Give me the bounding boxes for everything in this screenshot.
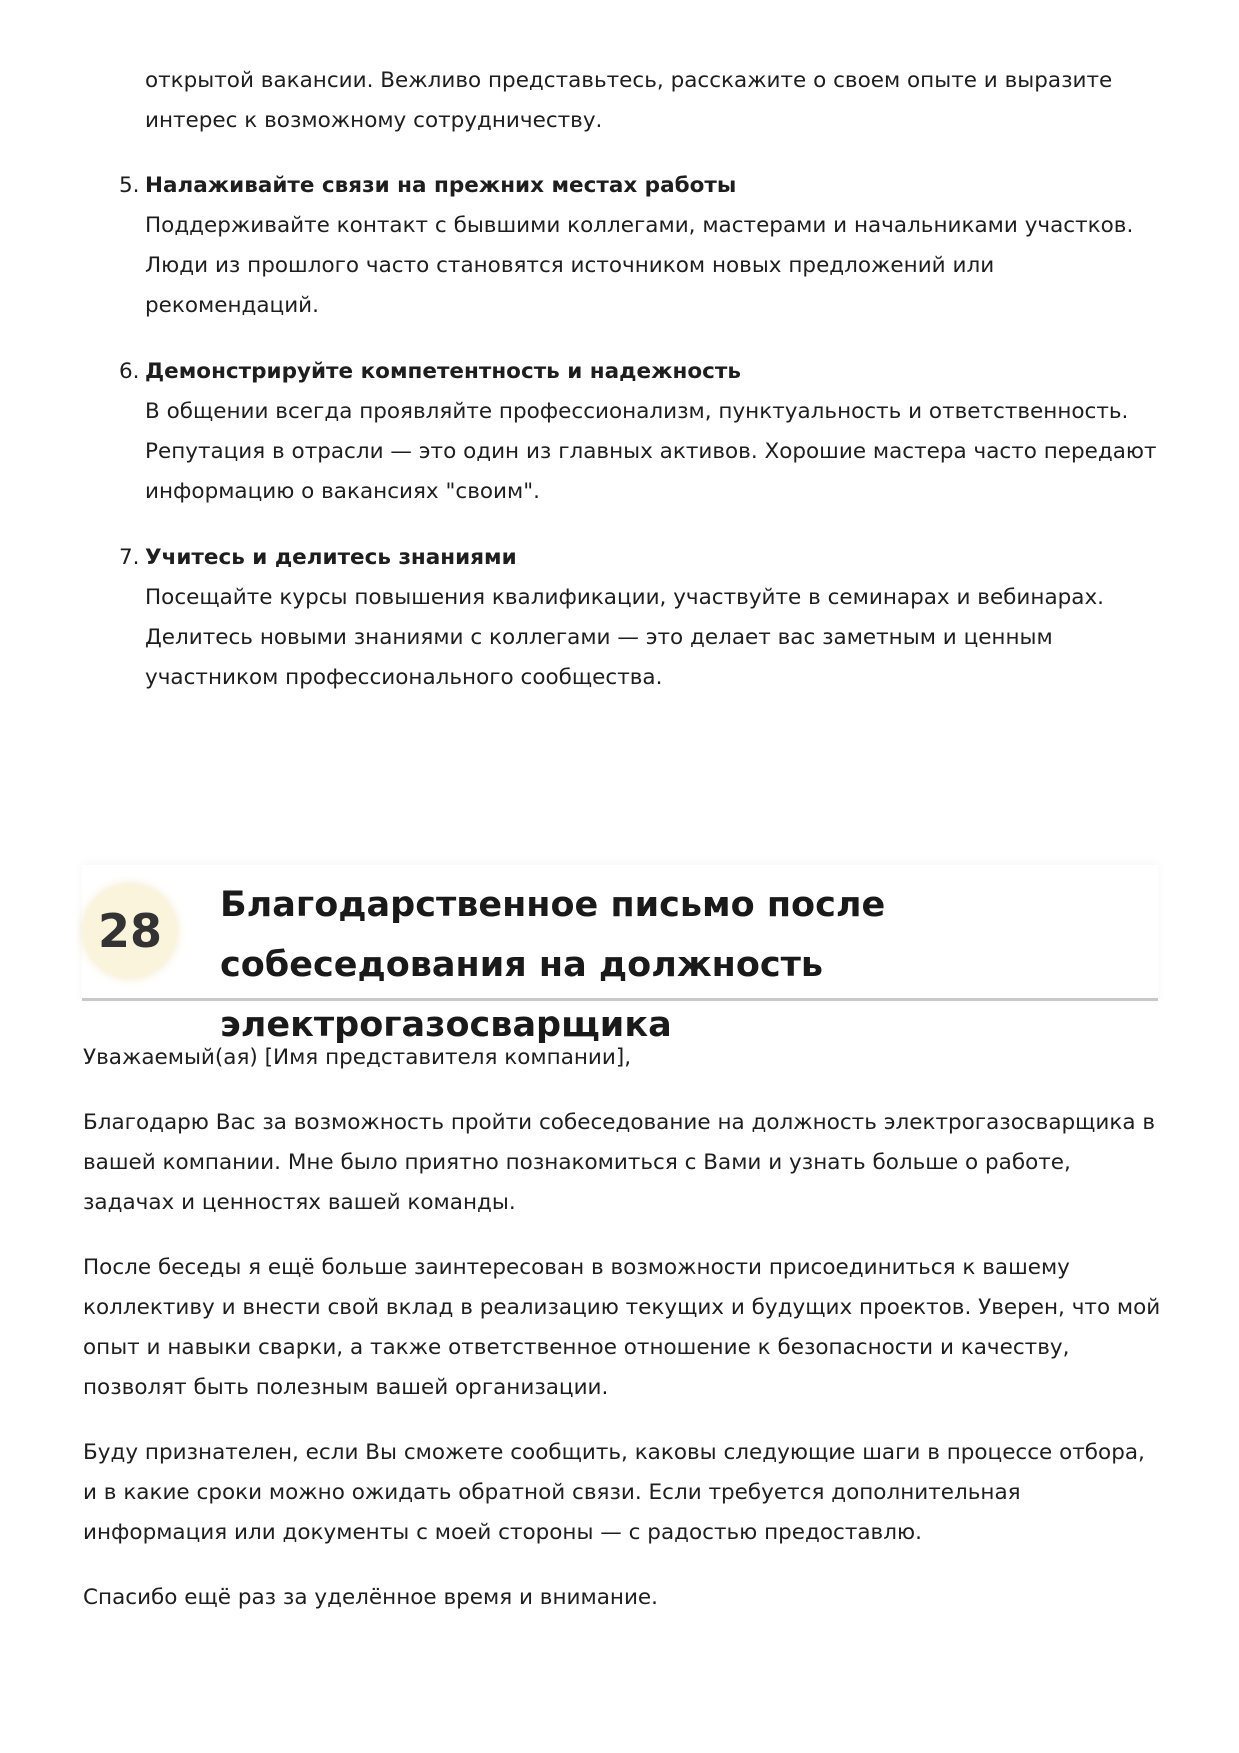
list-item-number: 6. — [119, 359, 140, 384]
list-item-continuation: открытой вакансии. Вежливо представьтесь, расскажите о своем опыте и выразите интерес к возможному сотрудничеству. — [145, 68, 1113, 133]
list-item-title: Налаживайте связи на прежних местах работы — [145, 173, 737, 198]
list-item-title: Учитесь и делитесь знаниями — [145, 545, 517, 570]
list-item-text: Посещайте курсы повышения квалификации, участвуйте в семинарах и вебинарах. Делитесь новыми знаниями с коллегами — это делает вас заметным и ценным участником профессионального сообщества. — [145, 585, 1105, 690]
list-item — [112, 166, 1172, 326]
list-item-text: В общении всегда проявляйте профессионализм, пунктуальность и ответственность. Репутация в отрасли — это один из главных активов. Хорошие мастера часто передают информацию о вакансиях "своим". — [145, 399, 1157, 504]
list-item-number: 7. — [119, 545, 140, 570]
letter-paragraph: Благодарю Вас за возможность пройти собеседование на должность электрогазосварщика в вашей компании. Мне было приятно познакомиться с Вами и узнать больше о работе, задачах и ценностях вашей команды. — [83, 1110, 1156, 1215]
letter-closing: Спасибо ещё раз за уделённое время и внимание. — [83, 1585, 658, 1610]
letter-paragraph: Буду признателен, если Вы сможете сообщить, каковы следующие шаги в процессе отбора, и в какие сроки можно ожидать обратной связи. Если требуется дополнительная информация или документы с моей стороны — с радостью предоставлю. — [83, 1440, 1145, 1545]
letter-paragraph: После беседы я ещё больше заинтересован в возможности присоединиться к вашему коллективу и внести свой вклад в реализацию текущих и будущих проектов. Уверен, что мой опыт и навыки сварки, а также ответственное отношение к безопасности и качеству, позволят быть полезным вашей организации. — [83, 1255, 1161, 1400]
letter-greeting: Уважаемый(ая) [Имя представителя компании], — [83, 1045, 632, 1070]
list-item-number: 5. — [119, 173, 140, 198]
letter-body — [83, 1038, 1163, 1643]
list-item — [112, 538, 1172, 698]
section-title: Благодарственное письмо после собеседования на должность электрогазосварщика — [220, 885, 886, 1045]
section-number-badge: 28 — [83, 884, 177, 978]
list-item-title: Демонстрируйте компетентность и надежность — [145, 359, 741, 384]
list-item — [112, 352, 1172, 512]
section-header — [82, 865, 1158, 1045]
list-item-text: Поддерживайте контакт с бывшими коллегами, мастерами и начальниками участков. Люди из прошлого часто становятся источником новых предложений или рекомендаций. — [145, 213, 1134, 318]
tips-list — [112, 166, 1172, 724]
